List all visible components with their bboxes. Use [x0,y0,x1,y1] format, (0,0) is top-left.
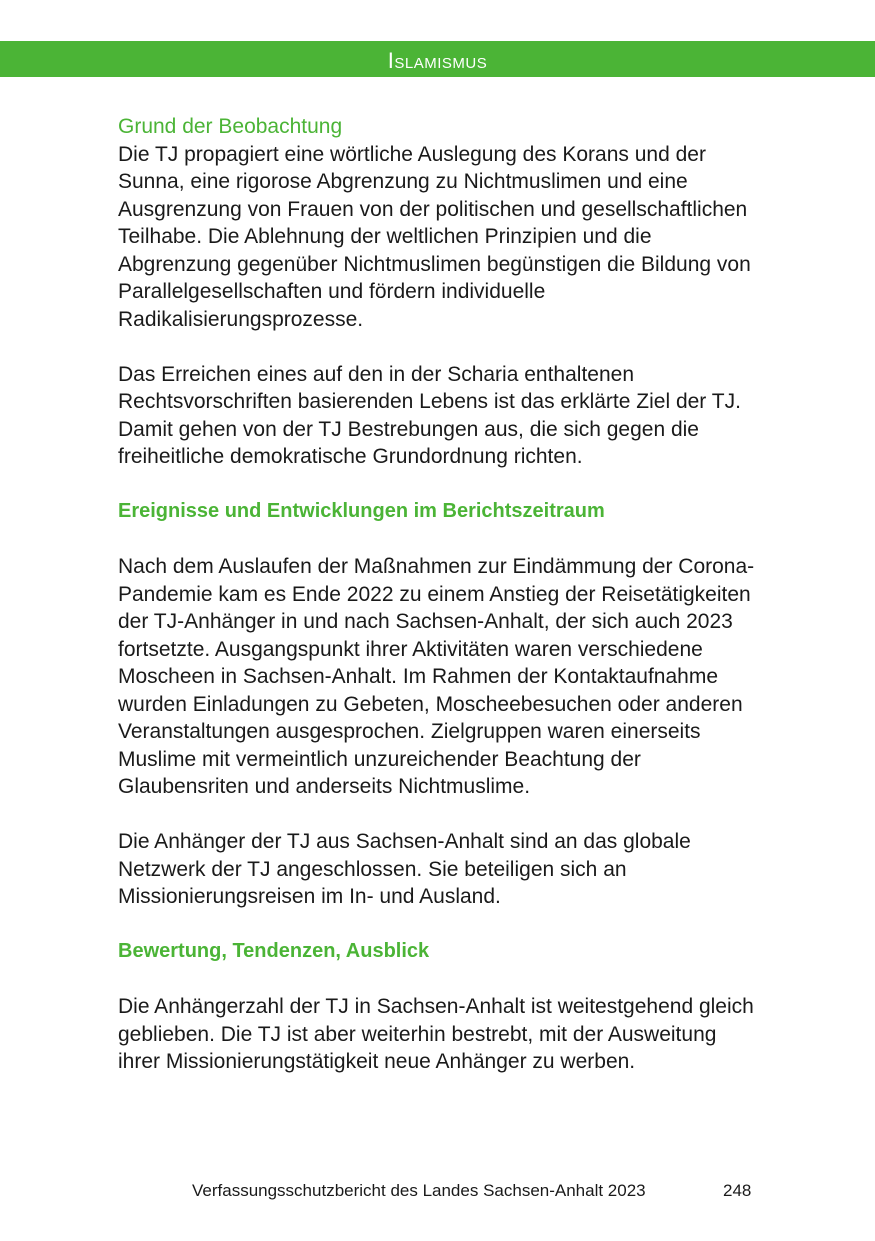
paragraph-ereignisse-2: Die Anhänger der TJ aus Sachsen-Anhalt sind an das globale Netzwerk der TJ angeschlossen. Sie beteiligen sich an Missionierungsreisen im In- und Ausland. [118,830,691,908]
paragraph-grund-2: Das Erreichen eines auf den in der Scharia enthaltenen Rechtsvorschriften basierenden Lebens ist das erklärte Ziel der TJ. Damit gehen von der TJ Bestrebungen aus, die sich gegen die freiheitliche demokratische Grundordnung richten. [118,362,741,468]
paragraph-spacer [118,333,763,361]
section-heading-ereignisse: Ereignisse und Entwicklungen im Berichtszeitraum [118,500,605,522]
page-content [118,113,763,1076]
paragraph-spacer [118,471,763,499]
paragraph-grund-1: Die TJ propagiert eine wörtliche Auslegung des Korans und der Sunna, eine rigorose Abgrenzung zu Nichtmuslimen und eine Ausgrenzung von Frauen von der politischen und gesellschaftlichen Teilhabe. Die Ablehnung der weltlichen Prinzipien und die Abgrenzung gegenüber Nichtmuslimen begünstigen die Bildung von Parallelgesellschaften und fördern individuelle Radikalisierungsprozesse. [118,142,751,331]
paragraph-spacer [118,801,763,829]
chapter-title: Islamismus [387,48,488,73]
paragraph-spacer [118,911,763,939]
section-heading-bewertung: Bewertung, Tendenzen, Ausblick [118,940,430,962]
paragraph-ereignisse-1: Nach dem Auslaufen der Maßnahmen zur Eindämmung der Corona-Pandemie kam es Ende 2022 zu einem Anstieg der Reisetätigkeiten der TJ-Anhänger in und nach Sachsen-Anhalt, der sich auch 2023 fortsetzte. Ausgangspunkt ihrer Aktivitäten waren verschiedene Moscheen in Sachsen-Anhalt. Im Rahmen der Kontaktaufnahme wurden Einladungen zu Gebeten, Moscheebesuchen oder anderen Veranstaltungen ausgesprochen. Zielgruppen waren einerseits Muslime mit vermeintlich unzureichender Beachtung der Glaubensriten und anderseits Nichtmuslime. [118,555,755,798]
page-number: 248 [723,1181,752,1200]
chapter-header-bar [0,41,875,77]
paragraph-spacer [118,526,763,554]
paragraph-spacer [118,966,763,994]
section-heading-grund: Grund der Beobachtung [118,115,343,138]
footer-report-title: Verfassungsschutzbericht des Landes Sachsen-Anhalt 2023 [192,1181,646,1200]
paragraph-bewertung-1: Die Anhängerzahl der TJ in Sachsen-Anhalt ist weitestgehend gleich geblieben. Die TJ ist aber weiterhin bestrebt, mit der Ausweitung ihrer Missionierungstätigkeit neue Anhänger zu werben. [118,995,754,1073]
